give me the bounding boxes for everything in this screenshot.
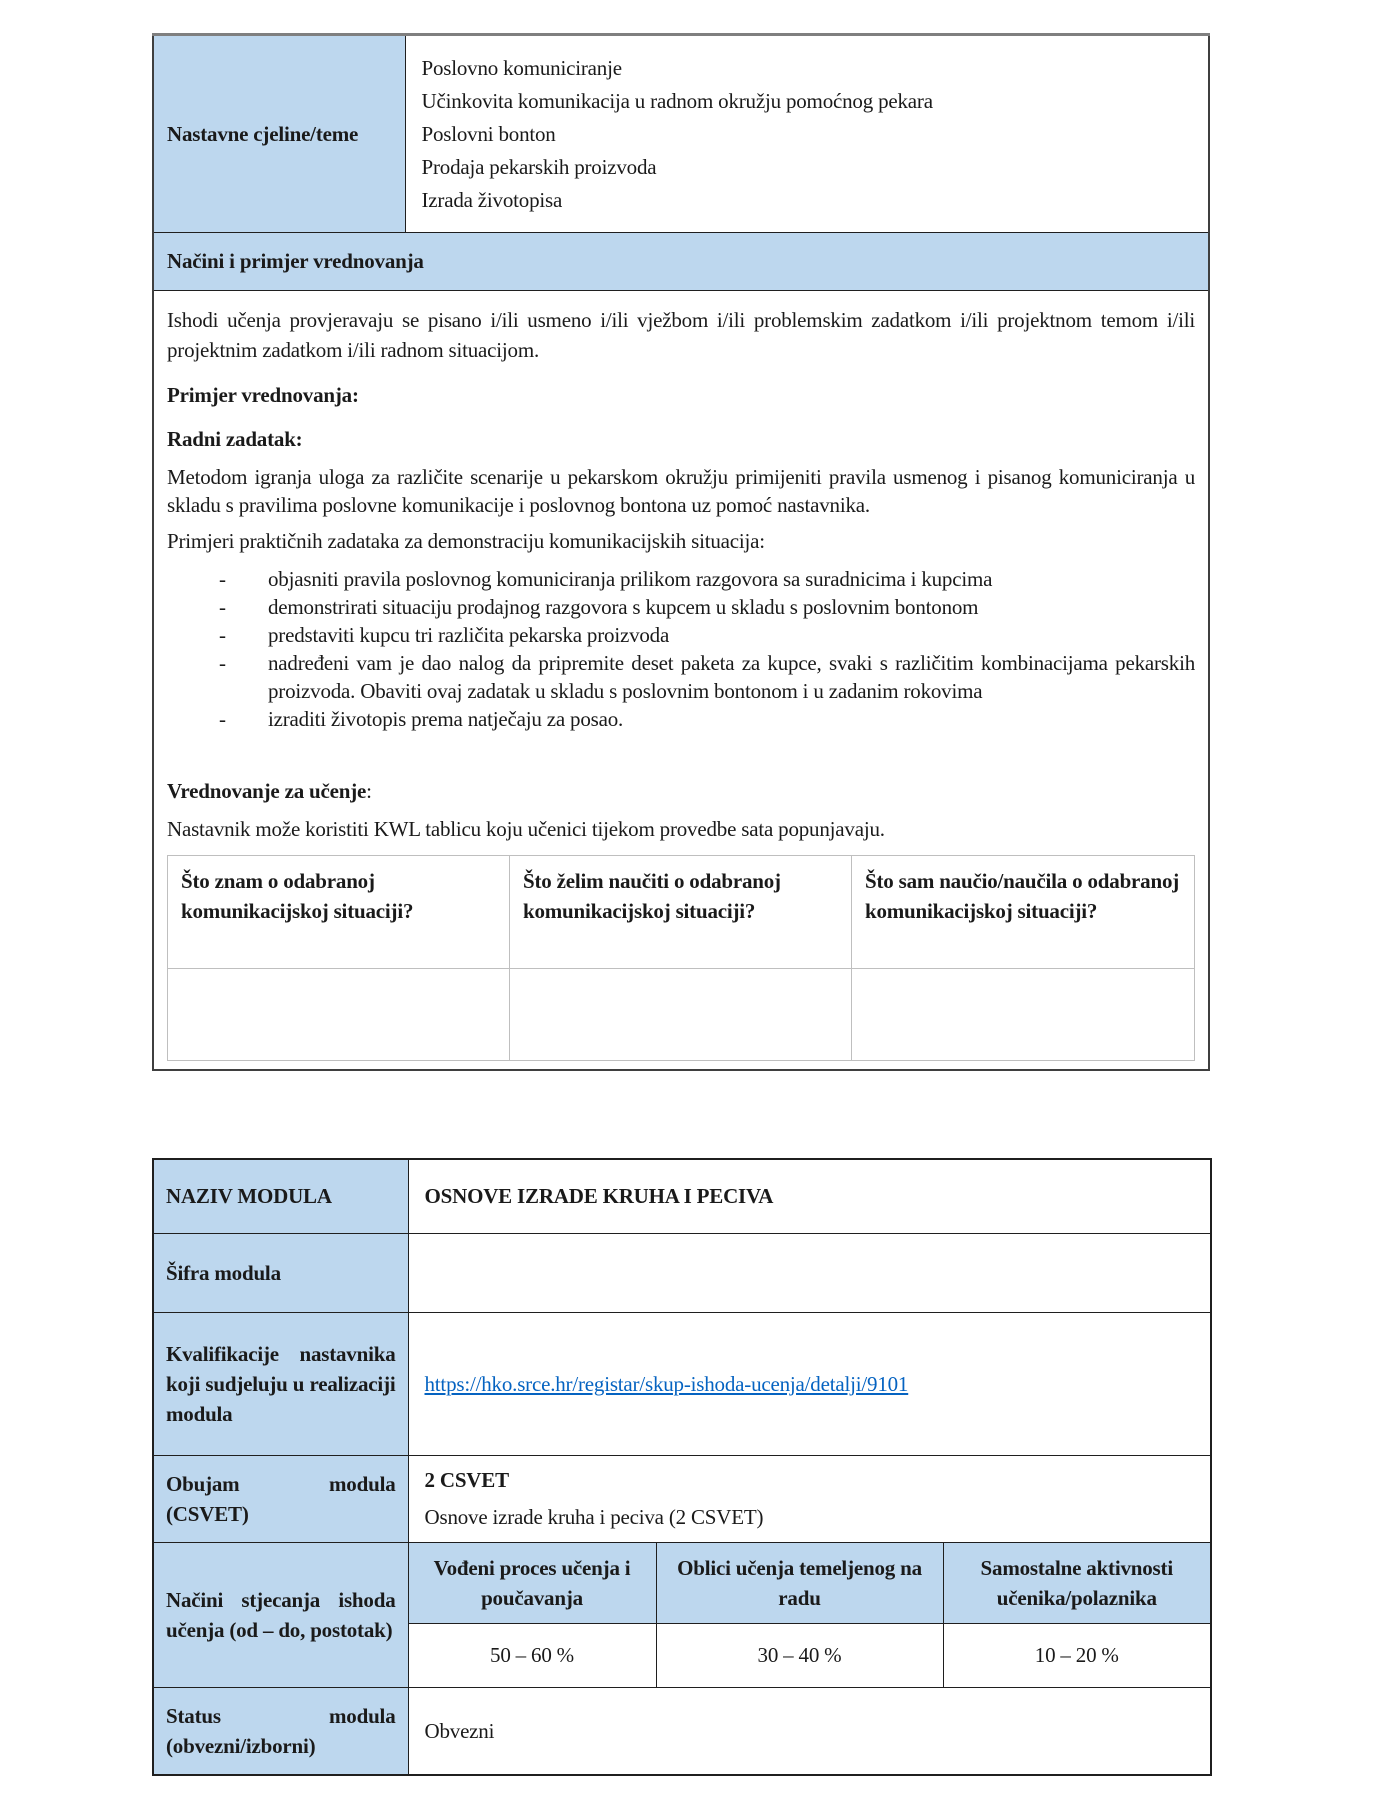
kwl-header-row xyxy=(168,856,1195,969)
example-heading: Primjer vrednovanja: xyxy=(167,383,359,407)
acquisition-value-guided: 50 – 60 % xyxy=(408,1623,656,1687)
kwl-empty-row xyxy=(168,969,1195,1061)
evaluation-body-row xyxy=(153,291,1209,1071)
evaluation-intro-text: Ishodi učenja provjeravaju se pisano i/ili usmeno i/ili vježbom i/ili problemskim zadatkom i/ili projektnom temom i/ili projektnim zadatkom i/ili radnom situacijom. xyxy=(167,308,1195,362)
module-volume-value: Osnove izrade kruha i peciva (2 CSVET) xyxy=(424,1505,764,1529)
work-task-heading: Radni zadatak: xyxy=(167,427,303,451)
module-qualifications-label: Kvalifikacije nastavnika koji sudjeluju u realizaciji modula xyxy=(153,1312,408,1455)
module-volume-cell xyxy=(408,1455,1211,1542)
qualifications-link[interactable]: https://hko.srce.hr/registar/skup-ishoda-ucenja/detalji/9101 xyxy=(424,1371,909,1396)
module-code-row xyxy=(153,1233,1211,1312)
kwl-empty-cell xyxy=(168,969,510,1061)
module-code-value xyxy=(408,1233,1211,1312)
acquisition-value-work-based: 30 – 40 % xyxy=(656,1623,943,1687)
kwl-header-learned: Što sam naučio/naučila o odabranoj komunikacijskoj situaciji? xyxy=(851,856,1194,969)
acquisition-header-work-based: Oblici učenja temeljenog na radu xyxy=(656,1542,943,1623)
teaching-unit-item: Prodaja pekarskih proizvoda xyxy=(421,155,657,179)
module-acquisition-header-row xyxy=(153,1542,1211,1623)
dash-marker-icon: - xyxy=(219,567,226,591)
teaching-units-cell xyxy=(405,35,1209,233)
practical-task-item xyxy=(167,593,1195,621)
practical-task-text: predstaviti kupcu tri različita pekarska proizvoda xyxy=(268,623,670,647)
practical-intro: Primjeri praktičnih zadataka za demonstraciju komunikacijskih situacija: xyxy=(167,529,765,553)
practical-task-text: objasniti pravila poslovnog komuniciranja prilikom razgovora sa suradnicima i kupcima xyxy=(268,567,993,591)
kwl-header-know: Što znam o odabranoj komunikacijskoj situaciji? xyxy=(168,856,510,969)
kwl-note: Nastavnik može koristiti KWL tablicu koju učenici tijekom provedbe sata popunjavaju. xyxy=(167,817,885,841)
module-name-label: NAZIV MODULA xyxy=(153,1159,408,1233)
practical-task-list xyxy=(167,565,1195,733)
evaluation-header: Načini i primjer vrednovanja xyxy=(153,233,1209,291)
practical-task-item xyxy=(167,621,1195,649)
module-name-value: OSNOVE IZRADE KRUHA I PECIVA xyxy=(408,1159,1211,1233)
module-name-row xyxy=(153,1159,1211,1233)
teaching-units-row xyxy=(153,35,1209,233)
teaching-units-label: Nastavne cjeline/teme xyxy=(153,35,405,233)
module-volume-row xyxy=(153,1455,1211,1542)
document-content xyxy=(152,33,1210,1776)
practical-task-text: nadređeni vam je dao nalog da pripremite deset paketa za kupce, svaki s različitim kombinacijama pekarskih proizvoda. Obaviti ovaj zadatak u skladu s poslovnim bontonom i u zadanim rokovima xyxy=(268,651,1195,703)
kwl-empty-cell xyxy=(851,969,1194,1061)
kwl-header-want: Što želim naučiti o odabranoj komunikacijskoj situaciji? xyxy=(509,856,851,969)
practical-task-text: izraditi životopis prema natječaju za posao. xyxy=(268,707,624,731)
work-task-text: Metodom igranja uloga za različite scenarije u pekarskom okružju primijeniti pravila usmenog i pisanog komuniciranja u skladu s pravilima poslovne komunikacije i poslovnog bontona uz pomoć nastavnika. xyxy=(167,465,1195,517)
practical-task-item xyxy=(167,565,1195,593)
module-code-label: Šifra modula xyxy=(153,1233,408,1312)
teaching-unit-item: Učinkovita komunikacija u radnom okružju pomoćnog pekara xyxy=(421,89,933,113)
dash-marker-icon: - xyxy=(219,651,226,675)
module-volume-value-bold: 2 CSVET xyxy=(424,1468,509,1492)
acquisition-header-independent: Samostalne aktivnosti učenika/polaznika xyxy=(943,1542,1211,1623)
evaluation-header-row xyxy=(153,233,1209,291)
practical-task-item xyxy=(167,705,1195,733)
dash-marker-icon: - xyxy=(219,707,226,731)
assessment-heading-colon: : xyxy=(366,779,372,803)
module-table xyxy=(152,1158,1212,1776)
module-qualifications-row xyxy=(153,1312,1211,1455)
kwl-table xyxy=(167,855,1195,1061)
module-volume-label: Obujam modula (CSVET) xyxy=(153,1455,408,1542)
assessment-heading xyxy=(167,777,1195,805)
module-status-row xyxy=(153,1687,1211,1775)
module-status-value: Obvezni xyxy=(408,1687,1211,1775)
teaching-unit-item: Poslovno komuniciranje xyxy=(421,56,622,80)
acquisition-header-guided: Vođeni proces učenja i poučavanja xyxy=(408,1542,656,1623)
module-qualifications-cell xyxy=(408,1312,1211,1455)
kwl-empty-cell xyxy=(509,969,851,1061)
module-acquisition-label: Načini stjecanja ishoda učenja (od – do, postotak) xyxy=(153,1542,408,1687)
dash-marker-icon: - xyxy=(219,595,226,619)
curriculum-table xyxy=(152,33,1210,1071)
module-status-label: Status modula (obvezni/izborni) xyxy=(153,1687,408,1775)
evaluation-body-cell xyxy=(153,291,1209,1071)
teaching-unit-item: Poslovni bonton xyxy=(421,122,556,146)
acquisition-value-independent: 10 – 20 % xyxy=(943,1623,1211,1687)
teaching-unit-item: Izrada životopisa xyxy=(421,188,563,212)
assessment-heading-text: Vrednovanje za učenje xyxy=(167,779,367,803)
practical-task-item xyxy=(167,649,1195,705)
dash-marker-icon: - xyxy=(219,623,226,647)
practical-task-text: demonstrirati situaciju prodajnog razgovora s kupcem u skladu s poslovnim bontonom xyxy=(268,595,979,619)
